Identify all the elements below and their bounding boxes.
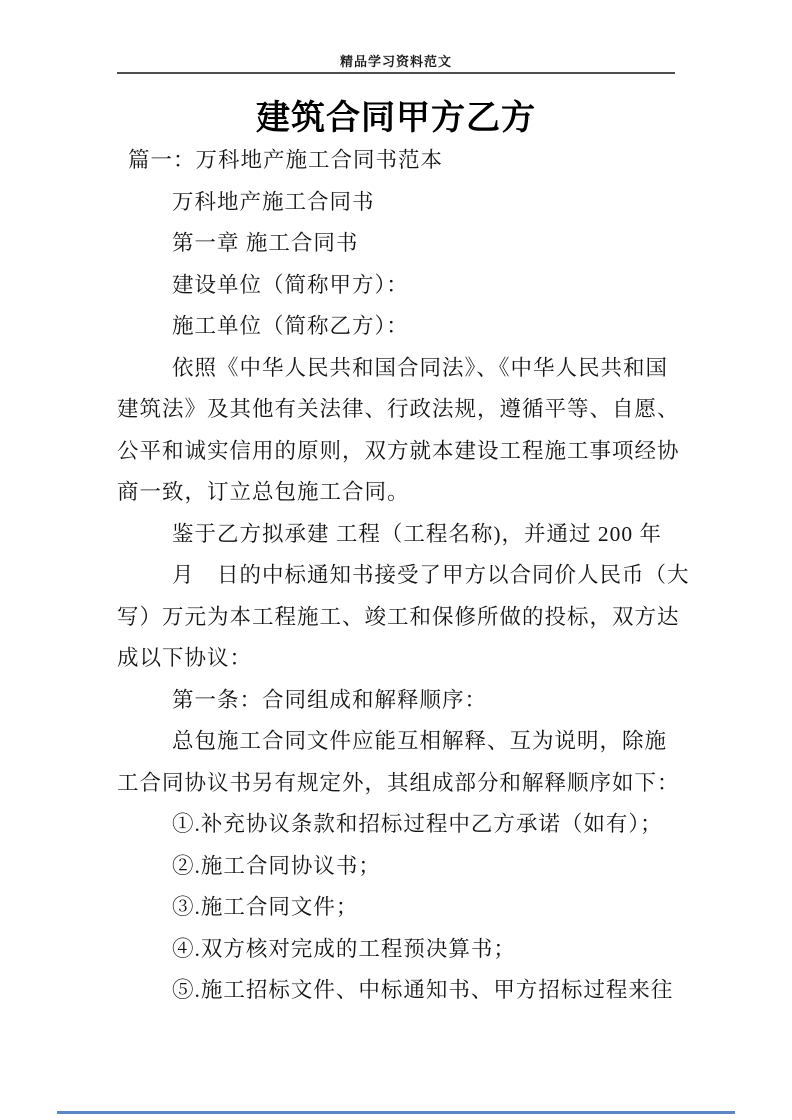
text-line: ③.施工合同文件； [172,895,359,919]
text-line: 总包施工合同文件应能互相解释、互为说明，除施 [172,729,668,753]
text-line: 万科地产施工合同书 [172,189,375,214]
text-line: ⑤.施工招标文件、中标通知书、甲方招标过程来往 [172,978,674,1002]
text-line: 月 日的中标通知书接受了甲方以合同价人民币（大 [172,563,690,587]
text-line: 依照《中华人民共和国合同法》、《中华人民共和国 [172,355,669,380]
document-body [117,140,690,1012]
text-line: 第一章 施工合同书 [172,231,359,255]
document-title: 建筑合同甲方乙方 [256,100,536,137]
text-line: ④.双方核对完成的工程预决算书； [172,936,516,961]
text-line: 建设单位（简称甲方）： [172,272,409,297]
text-line: 施工单位（简称乙方）： [172,314,409,338]
text-line: 写）万元为本工程施工、竣工和保修所做的投标，双方达 [117,604,680,629]
text-line: 篇一：万科地产施工合同书范本 [128,148,444,172]
text-line: 第一条：合同组成和解释顺序： [172,687,488,712]
text-line: 商一致，订立总包施工合同。 [117,480,410,504]
text-line: 建筑法》及其他有关法律、行政法规，遵循平等、自愿、 [117,397,680,421]
text-line: ②.施工合同协议书； [172,853,381,878]
text-line: ①.补充协议条款和招标过程中乙方承诺（如有）； [172,812,663,836]
text-line: 成以下协议： [117,646,253,670]
text-line: 工合同协议书另有规定外，其组成部分和解释顺序如下： [117,770,680,795]
text-line: 鉴于乙方拟承建 工程（工程名称)，并通过 200 年 [172,521,663,546]
header-watermark-text: 精品学习资料范文 [339,54,452,69]
footer-divider [57,1111,735,1114]
header-divider [117,72,675,74]
text-line: 公平和诚实信用的原则，双方就本建设工程施工事项经协 [117,438,680,463]
